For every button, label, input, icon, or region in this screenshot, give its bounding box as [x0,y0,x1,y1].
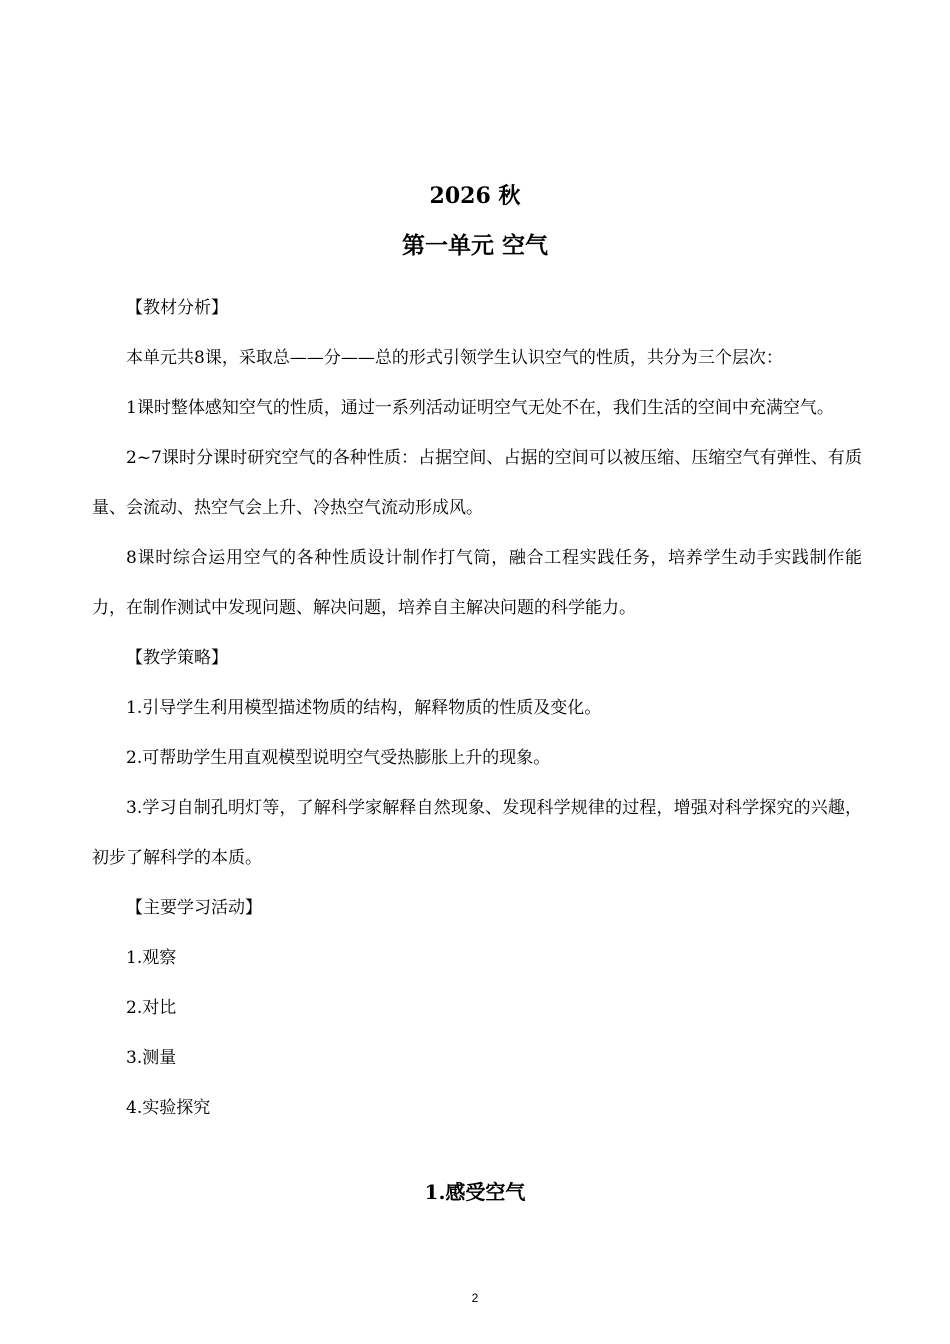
strategy-heading: 【教学策略】 [126,648,228,668]
activity-item-2: 2.对比 [126,998,177,1018]
analysis-paragraph-1: 本单元共8课，采取总——分——总的形式引领学生认识空气的性质，共分为三个层次： [126,348,783,368]
analysis-heading: 【教材分析】 [126,298,228,318]
analysis-paragraph-3: 2~7课时分课时研究空气的各种性质：占据空间、占据的空间可以被压缩、压缩空气有弹性、有质量、会流动、热空气会上升、冷热空气流动形成风。 [92,448,862,518]
page-number: 2 [471,1291,479,1305]
activity-item-3: 3.测量 [126,1048,177,1068]
unit-title: 第一单元 空气 [401,232,548,259]
activity-item-1: 1.观察 [126,948,177,968]
strategy-item-2: 2.可帮助学生用直观模型说明空气受热膨胀上升的现象。 [126,748,551,768]
analysis-paragraph-4: 8课时综合运用空气的各种性质设计制作打气筒，融合工程实践任务，培养学生动手实践制作能力，在制作测试中发现问题、解决问题，培养自主解决问题的科学能力。 [92,548,862,618]
analysis-paragraph-2: 1课时整体感知空气的性质，通过一系列活动证明空气无处不在，我们生活的空间中充满空气。 [126,398,834,418]
activity-item-4: 4.实验探究 [126,1098,211,1118]
document-year-title: 2026 秋 [429,183,521,209]
activities-heading: 【主要学习活动】 [126,898,262,918]
lesson-title: 1.感受空气 [424,1180,526,1204]
strategy-item-1: 1.引导学生利用模型描述物质的结构，解释物质的性质及变化。 [126,698,602,718]
document-body [92,283,862,1133]
strategy-item-3: 3.学习自制孔明灯等，了解科学家解释自然现象、发现科学规律的过程，增强对科学探究的兴趣，初步了解科学的本质。 [92,798,862,868]
